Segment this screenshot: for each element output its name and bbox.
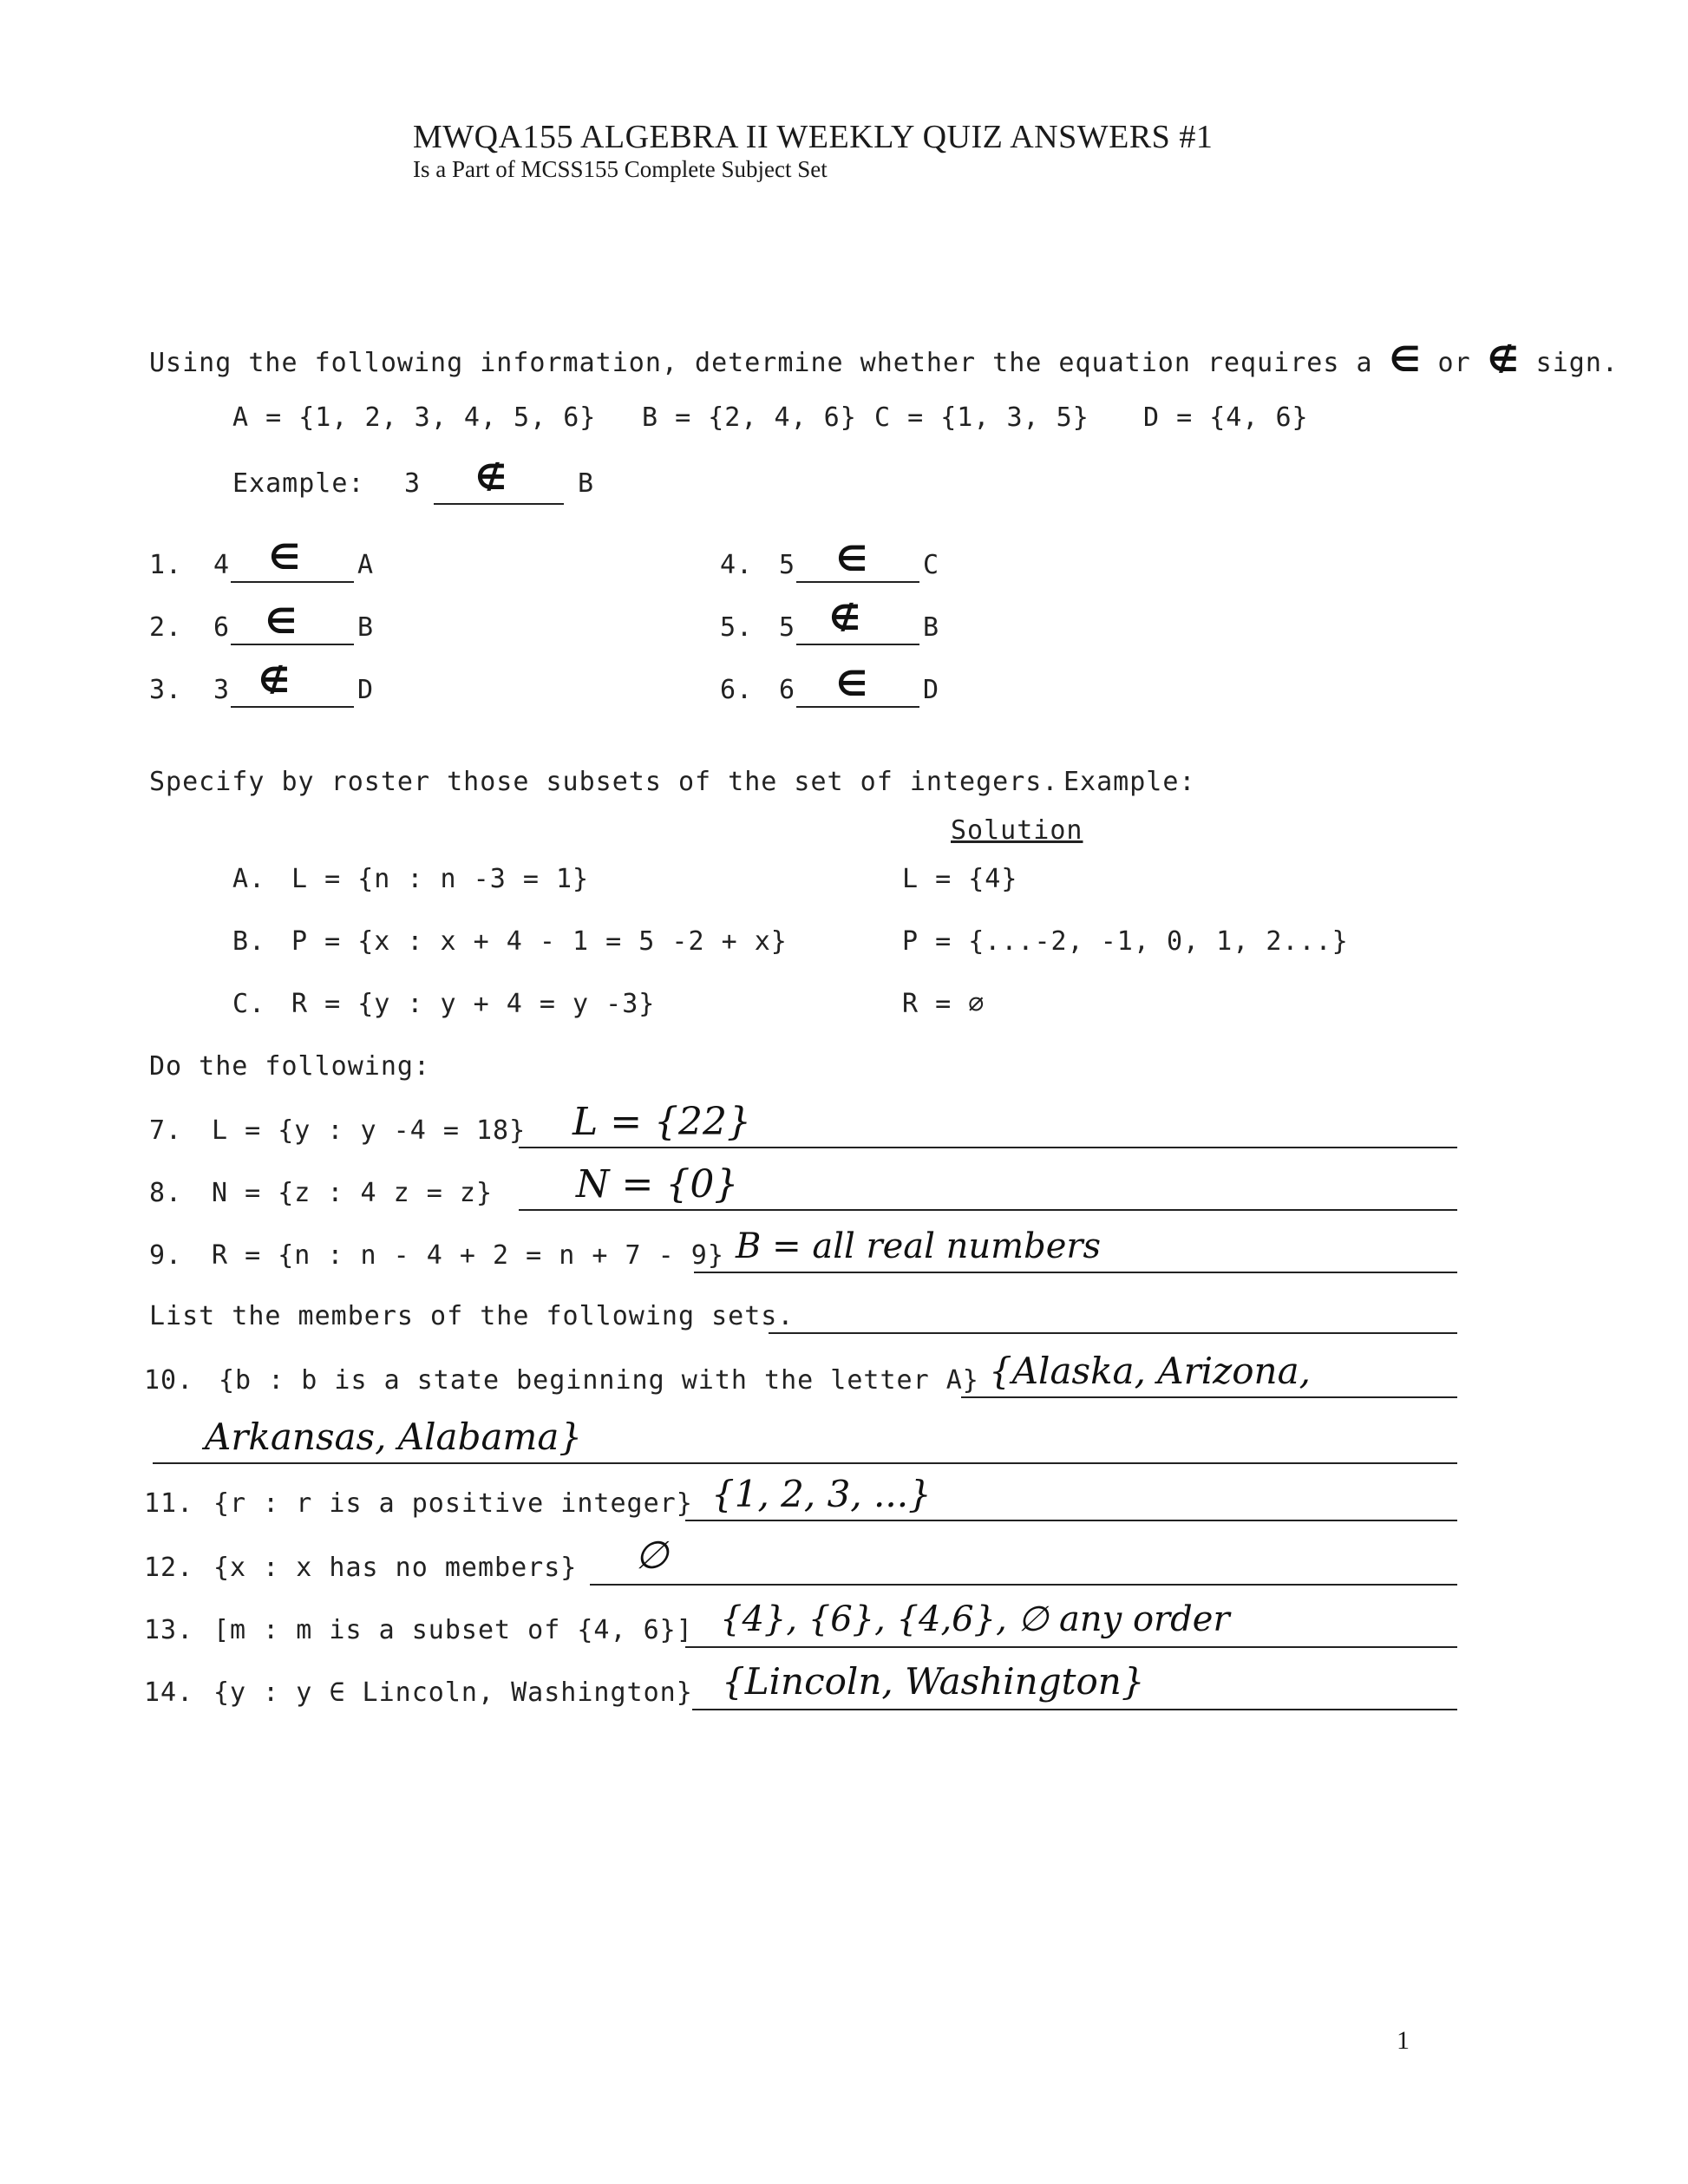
instructions-text: Using the following information, determine whether the equation requires a	[149, 348, 1373, 378]
question-4-blank	[796, 581, 919, 583]
question-4-answer: ∈	[836, 539, 867, 579]
section4-instructions: List the members of the following sets.	[149, 1301, 795, 1331]
document-subtitle: Is a Part of MCSS155 Complete Subject Set	[413, 156, 828, 182]
question-2-answer: ∈	[265, 602, 297, 642]
section2-example-label: Example:	[1063, 767, 1196, 797]
question-6-answer: ∈	[836, 664, 867, 704]
question-6-right: D	[923, 675, 940, 705]
set-d-definition: D = {4, 6}	[1143, 402, 1309, 433]
question-3-number: 3.	[149, 675, 183, 705]
question-9-answer-line	[694, 1272, 1457, 1273]
question-6-number: 6.	[720, 675, 754, 705]
question-8-text: N = {z : 4 z = z}	[212, 1178, 494, 1208]
roster-example-b-set: P = {x : x + 4 - 1 = 5 -2 + x}	[291, 926, 788, 957]
question-13-answer-line	[685, 1646, 1457, 1648]
question-10-answer-line	[961, 1396, 1457, 1398]
question-10-answer: {Alaska, Arizona,	[989, 1350, 1311, 1392]
question-13-answer: {4}, {6}, {4,6}, ∅ any order	[720, 1599, 1230, 1639]
roster-example-b-solution: P = {...-2, -1, 0, 1, 2...}	[902, 926, 1349, 957]
question-12-text: {x : x has no members}	[213, 1553, 578, 1583]
question-5-blank	[796, 644, 919, 645]
question-2-left: 6	[213, 612, 231, 643]
roster-example-c-letter: C.	[232, 989, 266, 1019]
question-10-answer-continuation: Arkansas, Alabama}	[205, 1416, 583, 1458]
roster-example-b-letter: B.	[232, 926, 266, 957]
question-12-answer: ∅	[635, 1533, 669, 1578]
roster-example-c-set: R = {y : y + 4 = y -3}	[291, 989, 656, 1019]
instructions-end: sign.	[1535, 348, 1619, 378]
question-2-number: 2.	[149, 612, 183, 643]
question-5-right: B	[923, 612, 940, 643]
or-word: or	[1437, 348, 1471, 378]
roster-example-c-solution: R = ∅	[902, 989, 985, 1019]
example-right: B	[578, 468, 595, 499]
solution-heading: Solution	[951, 815, 1083, 846]
question-4-right: C	[923, 550, 940, 580]
question-11-text: {r : r is a positive integer}	[213, 1488, 693, 1519]
question-2-blank	[231, 644, 354, 645]
set-a-definition: A = {1, 2, 3, 4, 5, 6}	[232, 402, 597, 433]
question-2-right: B	[357, 612, 375, 643]
question-1-blank	[231, 581, 354, 583]
question-3-blank	[231, 706, 354, 708]
section3-instructions: Do the following:	[149, 1051, 431, 1082]
question-1-number: 1.	[149, 550, 183, 580]
question-13-number: 13.	[144, 1615, 194, 1645]
roster-example-a-letter: A.	[232, 864, 266, 894]
question-10-text: {b : b is a state beginning with the letter A}	[219, 1365, 979, 1396]
question-10-continuation-line	[153, 1462, 1457, 1464]
question-7-text: L = {y : y -4 = 18}	[212, 1115, 527, 1146]
roster-example-a-set: L = {n : n -3 = 1}	[291, 864, 590, 894]
question-1-answer: ∈	[269, 538, 300, 578]
question-14-answer-line	[692, 1709, 1457, 1710]
question-3-left: 3	[213, 675, 231, 705]
question-5-number: 5.	[720, 612, 754, 643]
set-c-definition: C = {1, 3, 5}	[874, 402, 1089, 433]
question-8-answer-line	[519, 1209, 1457, 1211]
question-4-number: 4.	[720, 550, 754, 580]
question-9-number: 9.	[149, 1240, 183, 1271]
question-6-left: 6	[779, 675, 796, 705]
question-7-answer: L = {22}	[572, 1100, 752, 1144]
question-9-text: R = {n : n - 4 + 2 = n + 7 - 9}	[212, 1240, 724, 1271]
example-answer: ∉	[475, 458, 507, 498]
question-11-number: 11.	[144, 1488, 194, 1519]
question-14-number: 14.	[144, 1677, 194, 1708]
question-11-answer: {1, 2, 3, ...}	[711, 1473, 932, 1515]
question-3-right: D	[357, 675, 375, 705]
page-number: 1	[1397, 2026, 1410, 2055]
section2-instructions: Specify by roster those subsets of the set of integers.	[149, 767, 1059, 797]
section4-instructions-line	[769, 1332, 1457, 1334]
question-4-left: 5	[779, 550, 796, 580]
question-14-answer: {Lincoln, Washington}	[722, 1660, 1145, 1703]
section1-instructions	[149, 340, 1619, 380]
question-14-text: {y : y ∈ Lincoln, Washington}	[213, 1677, 693, 1708]
question-11-answer-line	[685, 1520, 1457, 1521]
question-5-answer: ∉	[829, 598, 860, 638]
question-12-answer-line	[590, 1584, 1457, 1586]
question-6-blank	[796, 706, 919, 708]
question-7-number: 7.	[149, 1115, 183, 1146]
question-1-left: 4	[213, 550, 231, 580]
question-3-answer: ∉	[258, 661, 290, 701]
question-8-answer: N = {0}	[576, 1162, 739, 1206]
question-7-answer-line	[519, 1147, 1457, 1148]
question-13-text: [m : m is a subset of {4, 6}]	[213, 1615, 693, 1645]
example-blank	[434, 503, 564, 505]
question-5-left: 5	[779, 612, 796, 643]
question-9-answer: B = all real numbers	[736, 1226, 1102, 1266]
element-of-symbol: ∈	[1389, 340, 1422, 380]
document-title: MWQA155 ALGEBRA II WEEKLY QUIZ ANSWERS #1	[413, 119, 1214, 155]
set-b-definition: B = {2, 4, 6}	[642, 402, 857, 433]
question-1-right: A	[357, 550, 375, 580]
question-12-number: 12.	[144, 1553, 194, 1583]
example-label: Example:	[232, 468, 365, 499]
example-left: 3	[404, 468, 422, 499]
roster-example-a-solution: L = {4}	[902, 864, 1018, 894]
not-element-of-symbol: ∉	[1487, 340, 1520, 380]
question-10-number: 10.	[144, 1365, 194, 1396]
question-8-number: 8.	[149, 1178, 183, 1208]
